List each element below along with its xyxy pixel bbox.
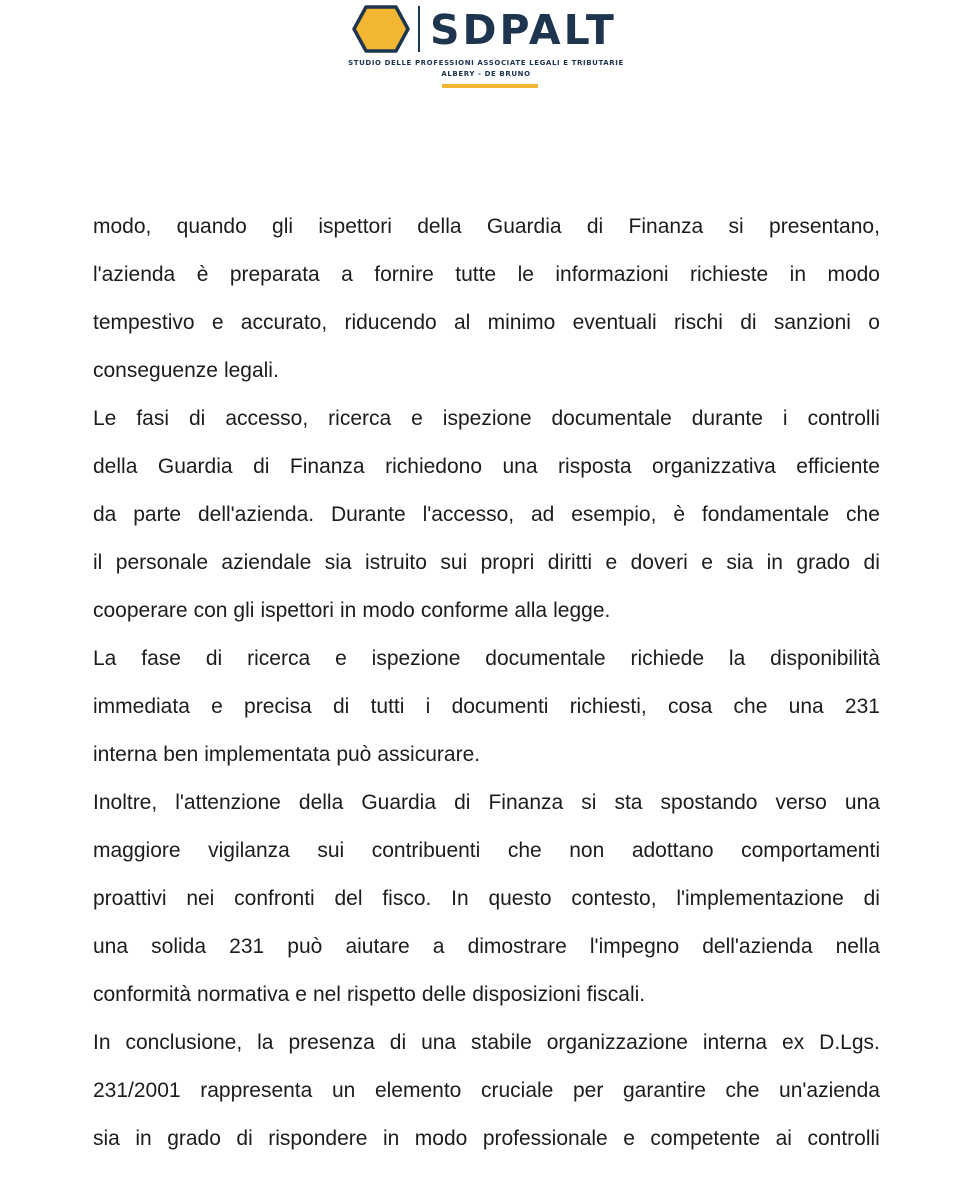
word: ai bbox=[775, 1127, 792, 1150]
word: ispettori bbox=[318, 215, 392, 238]
word: implementata bbox=[204, 743, 331, 766]
word: di bbox=[205, 647, 223, 670]
word: risposta bbox=[558, 455, 632, 478]
word: i bbox=[782, 407, 788, 430]
word: istruito bbox=[365, 551, 427, 574]
word: tutte bbox=[455, 263, 497, 286]
word: di bbox=[332, 695, 350, 718]
text-line bbox=[93, 923, 880, 971]
word: l'attenzione bbox=[175, 791, 281, 814]
word: modo bbox=[414, 1127, 468, 1150]
word: interna bbox=[702, 1031, 768, 1054]
word: una bbox=[93, 935, 129, 958]
word: alla bbox=[514, 599, 548, 622]
word: presentano, bbox=[769, 215, 880, 238]
word: interna bbox=[93, 743, 158, 766]
word: esempio, bbox=[571, 503, 657, 526]
word: dell'azienda bbox=[702, 935, 813, 958]
word: delle bbox=[421, 983, 467, 1006]
word: quando bbox=[176, 215, 247, 238]
word: una bbox=[502, 455, 538, 478]
word: tempestivo bbox=[93, 311, 195, 334]
word: ispettori bbox=[260, 599, 334, 622]
word: della bbox=[93, 455, 138, 478]
word: documentale bbox=[485, 647, 606, 670]
word: professionale bbox=[482, 1127, 608, 1150]
word: di bbox=[253, 455, 270, 478]
word: contribuenti bbox=[371, 839, 481, 862]
word: spostando bbox=[660, 791, 758, 814]
word: eventuali bbox=[572, 311, 657, 334]
text-line bbox=[93, 491, 880, 539]
word: controlli bbox=[807, 407, 880, 430]
word: e bbox=[605, 551, 618, 574]
word: rispetto bbox=[346, 983, 416, 1006]
word: cruciale bbox=[480, 1079, 554, 1102]
word: in bbox=[382, 1127, 400, 1150]
word: contesto, bbox=[571, 887, 657, 910]
word: una bbox=[788, 695, 824, 718]
text-line bbox=[93, 1115, 880, 1163]
word: assicurare. bbox=[377, 743, 481, 766]
text-line bbox=[93, 731, 880, 779]
text-line bbox=[93, 395, 880, 443]
word: i bbox=[425, 695, 431, 718]
word: che bbox=[846, 503, 880, 526]
word: fisco. bbox=[382, 887, 432, 910]
word: organizzativa bbox=[652, 455, 776, 478]
word: competente bbox=[650, 1127, 761, 1150]
word: propri bbox=[480, 551, 535, 574]
word: elemento bbox=[374, 1079, 462, 1102]
word: l'azienda bbox=[93, 263, 176, 286]
word: In bbox=[93, 1031, 111, 1054]
word: di bbox=[389, 1031, 407, 1054]
word: che bbox=[733, 695, 768, 718]
word: dell'azienda. bbox=[197, 503, 315, 526]
word: documenti bbox=[451, 695, 549, 718]
word: controlli bbox=[807, 1127, 880, 1150]
word: ad bbox=[530, 503, 555, 526]
word: ispezione bbox=[442, 407, 532, 430]
logo-subtitle: STUDIO DELLE PROFESSIONI ASSOCIATE LEGALI E TRIBUTARIE bbox=[348, 59, 624, 67]
word: in bbox=[789, 263, 807, 286]
word: modo bbox=[362, 599, 415, 622]
word: sia bbox=[324, 551, 352, 574]
text-line bbox=[93, 587, 880, 635]
word: Inoltre, bbox=[93, 791, 158, 814]
word: ricerca bbox=[328, 407, 392, 430]
text-line bbox=[93, 251, 880, 299]
word: ricerca bbox=[247, 647, 311, 670]
word: conclusione, bbox=[125, 1031, 243, 1054]
word: sui bbox=[317, 839, 345, 862]
text-line bbox=[93, 1067, 880, 1115]
text-line bbox=[93, 875, 880, 923]
logo-divider bbox=[418, 6, 420, 52]
word: con bbox=[193, 599, 228, 622]
word: aiutare bbox=[345, 935, 410, 958]
word: di bbox=[188, 407, 206, 430]
word: minimo bbox=[487, 311, 556, 334]
text-line bbox=[93, 539, 880, 587]
word: che bbox=[725, 1079, 760, 1102]
word: ben bbox=[163, 743, 199, 766]
word: rappresenta bbox=[200, 1079, 313, 1102]
word: organizzazione bbox=[546, 1031, 688, 1054]
word: cosa bbox=[667, 695, 713, 718]
logo-name: SDPALT bbox=[430, 6, 617, 54]
word: doveri bbox=[630, 551, 688, 574]
word: e bbox=[701, 551, 713, 574]
word: gli bbox=[233, 599, 255, 622]
word: di bbox=[586, 215, 604, 238]
text-line bbox=[93, 299, 880, 347]
word: richiedono bbox=[385, 455, 483, 478]
word: può bbox=[287, 935, 323, 958]
word: efficiente bbox=[796, 455, 880, 478]
word: l'accesso, bbox=[422, 503, 515, 526]
word: preparata bbox=[229, 263, 320, 286]
word: un bbox=[331, 1079, 356, 1102]
word: fondamentale bbox=[701, 503, 830, 526]
word: precisa bbox=[244, 695, 312, 718]
word: richiede bbox=[630, 647, 704, 670]
word: richieste bbox=[690, 263, 769, 286]
text-line bbox=[93, 971, 880, 1019]
hexagon-logo-icon bbox=[352, 4, 410, 54]
document-body bbox=[93, 203, 880, 1163]
word: sta bbox=[614, 791, 643, 814]
text-line bbox=[93, 827, 880, 875]
word: Finanza bbox=[488, 791, 564, 814]
word: accesso, bbox=[225, 407, 309, 430]
word: grado bbox=[796, 551, 851, 574]
word: diritti bbox=[547, 551, 593, 574]
word: di bbox=[236, 1127, 253, 1150]
word: rischi bbox=[673, 311, 723, 334]
word: Finanza bbox=[628, 215, 704, 238]
word: adottano bbox=[631, 839, 714, 862]
word: in bbox=[339, 599, 357, 622]
word: maggiore bbox=[93, 839, 181, 862]
text-line bbox=[93, 347, 880, 395]
word: e bbox=[211, 695, 223, 718]
word: una bbox=[844, 791, 880, 814]
word: conformità bbox=[93, 983, 192, 1006]
word: solida bbox=[151, 935, 207, 958]
word: disposizioni bbox=[472, 983, 581, 1006]
word: Durante bbox=[330, 503, 406, 526]
word: in bbox=[766, 551, 783, 574]
word: Guardia bbox=[486, 215, 562, 238]
word: di bbox=[863, 887, 880, 910]
word: Guardia bbox=[361, 791, 437, 814]
text-line bbox=[93, 635, 880, 683]
word: può bbox=[336, 743, 372, 766]
word: 231/2001 bbox=[93, 1079, 181, 1102]
word: immediata bbox=[93, 695, 190, 718]
word: e bbox=[295, 983, 307, 1006]
word: la bbox=[728, 647, 746, 670]
word: le bbox=[517, 263, 534, 286]
word: la bbox=[257, 1031, 274, 1054]
word: richiesti, bbox=[569, 695, 647, 718]
letterhead bbox=[0, 0, 972, 100]
word: o bbox=[868, 311, 880, 334]
word: della bbox=[417, 215, 462, 238]
word: rispondere bbox=[268, 1127, 368, 1150]
word: sui bbox=[440, 551, 468, 574]
word: ex bbox=[782, 1031, 805, 1054]
word: verso bbox=[775, 791, 827, 814]
word: comportamenti bbox=[741, 839, 880, 862]
word: durante bbox=[691, 407, 763, 430]
word: e bbox=[411, 407, 423, 430]
word: stabile bbox=[471, 1031, 532, 1054]
word: disponibilità bbox=[770, 647, 880, 670]
word: di bbox=[863, 551, 880, 574]
word: dimostrare bbox=[467, 935, 567, 958]
word: In bbox=[451, 887, 469, 910]
word: a bbox=[432, 935, 445, 958]
word: un'azienda bbox=[779, 1079, 880, 1102]
word: tutti bbox=[370, 695, 405, 718]
word: sia bbox=[726, 551, 754, 574]
word: La bbox=[93, 647, 117, 670]
word: personale bbox=[115, 551, 208, 574]
word: e bbox=[211, 311, 224, 334]
word: il bbox=[93, 551, 103, 574]
word: legali. bbox=[223, 359, 279, 382]
word: confronti bbox=[234, 887, 315, 910]
word: proattivi bbox=[93, 887, 167, 910]
word: una bbox=[421, 1031, 457, 1054]
word: Guardia bbox=[157, 455, 233, 478]
word: si bbox=[728, 215, 744, 238]
word: nei bbox=[186, 887, 215, 910]
word: sia bbox=[93, 1127, 120, 1150]
word: informazioni bbox=[555, 263, 669, 286]
word: conforme bbox=[420, 599, 509, 622]
word: fase bbox=[141, 647, 181, 670]
word: aziendale bbox=[221, 551, 312, 574]
word: grado bbox=[167, 1127, 221, 1150]
word: riducendo bbox=[344, 311, 437, 334]
word: conseguenze bbox=[93, 359, 218, 382]
word: 231 bbox=[229, 935, 265, 958]
word: che bbox=[507, 839, 542, 862]
word: modo, bbox=[93, 215, 152, 238]
text-line bbox=[93, 683, 880, 731]
word: fornire bbox=[374, 263, 434, 286]
word: Finanza bbox=[289, 455, 365, 478]
text-line bbox=[93, 779, 880, 827]
word: 231 bbox=[844, 695, 880, 718]
word: nella bbox=[835, 935, 880, 958]
word: ispezione bbox=[371, 647, 461, 670]
word: per bbox=[573, 1079, 604, 1102]
word: del bbox=[334, 887, 363, 910]
word: accurato, bbox=[240, 311, 328, 334]
word: e bbox=[623, 1127, 635, 1150]
word: fasi bbox=[136, 407, 170, 430]
word: è bbox=[196, 263, 209, 286]
word: documentale bbox=[551, 407, 672, 430]
word: di bbox=[740, 311, 757, 334]
word: modo bbox=[827, 263, 880, 286]
word: sanzioni bbox=[773, 311, 851, 334]
word: legge. bbox=[553, 599, 611, 622]
word: fiscali. bbox=[586, 983, 646, 1006]
word: gli bbox=[272, 215, 294, 238]
word: da bbox=[93, 503, 117, 526]
word: cooperare bbox=[93, 599, 188, 622]
word: di bbox=[454, 791, 471, 814]
word: della bbox=[298, 791, 344, 814]
word: l'impegno bbox=[589, 935, 680, 958]
word: e bbox=[335, 647, 347, 670]
word: garantire bbox=[623, 1079, 706, 1102]
text-line bbox=[93, 1019, 880, 1067]
word: D.Lgs. bbox=[819, 1031, 880, 1054]
logo-partners: ALBERY - DE BRUNO bbox=[441, 70, 531, 78]
word: Le bbox=[93, 407, 117, 430]
word: questo bbox=[488, 887, 552, 910]
word: vigilanza bbox=[208, 839, 290, 862]
word: non bbox=[569, 839, 605, 862]
word: è bbox=[673, 503, 685, 526]
text-line bbox=[93, 203, 880, 251]
word: si bbox=[581, 791, 597, 814]
word: l'implementazione bbox=[676, 887, 844, 910]
logo-underline bbox=[442, 84, 538, 88]
word: a bbox=[341, 263, 353, 286]
word: parte bbox=[133, 503, 182, 526]
word: al bbox=[453, 311, 471, 334]
word: in bbox=[135, 1127, 152, 1150]
word: normativa bbox=[197, 983, 290, 1006]
word: presenza bbox=[288, 1031, 375, 1054]
word: nel bbox=[312, 983, 341, 1006]
text-line bbox=[93, 443, 880, 491]
